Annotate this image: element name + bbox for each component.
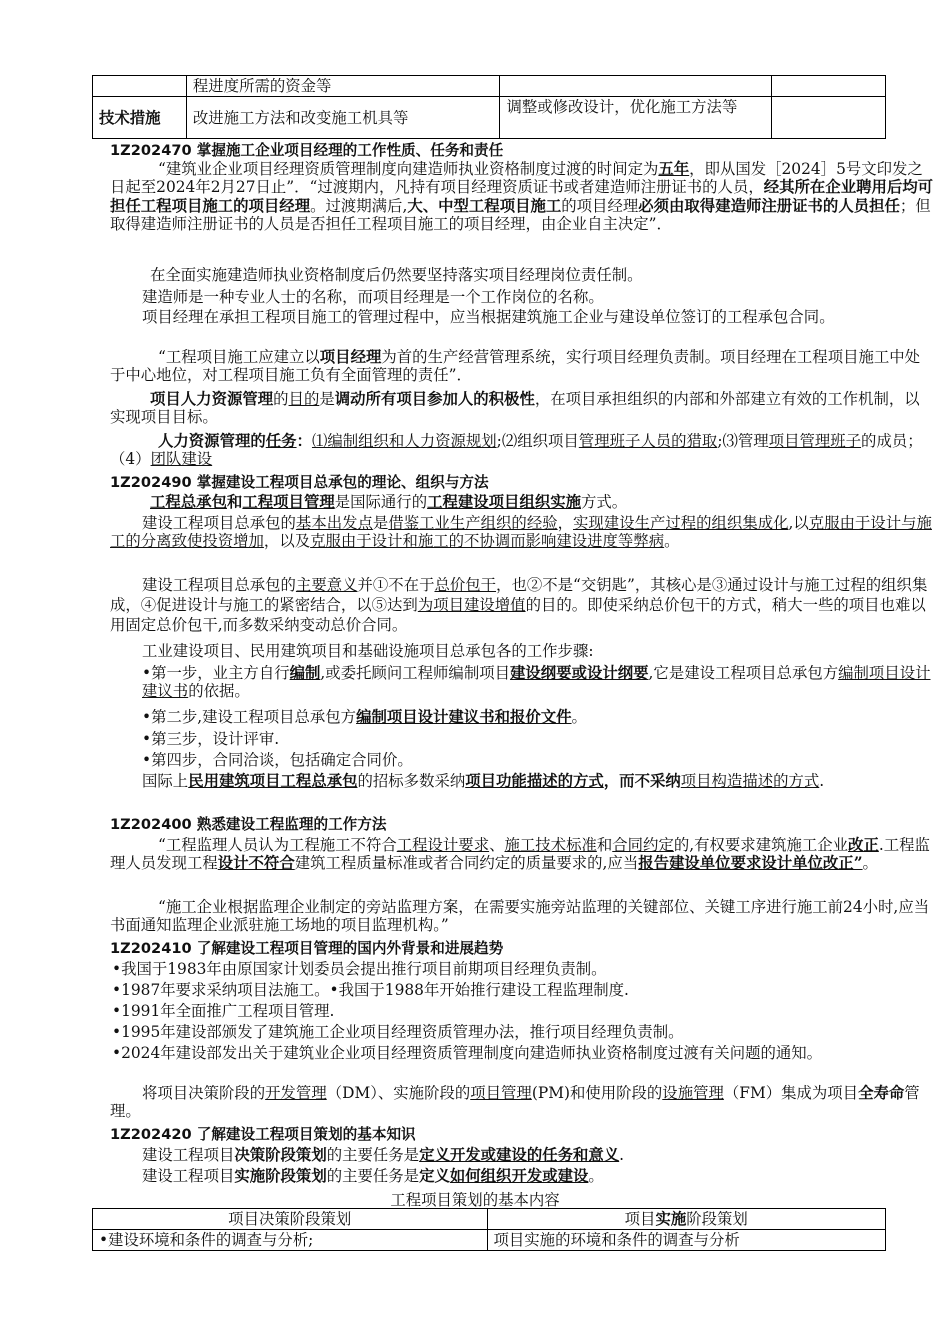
list-item: •2024年建设部发出关于建筑业企业项目经理资质管理制度向建造师执业资格制度过渡有关问题的通知。	[112, 1044, 823, 1062]
list-item: •我国于1983年由原国家计划委员会提出推行项目前期项目经理负责制。	[112, 960, 607, 978]
paragraph: 项目经理在承担工程项目施工的管理过程中，应当根据建筑施工企业与建设单位签订的工程承包合同。	[142, 308, 835, 326]
paragraph: 建设工程项目实施阶段策划的主要任务是定义如何组织开发或建设。	[142, 1167, 604, 1185]
list-item: •1991年全面推广工程项目管理.	[112, 1002, 335, 1020]
list-item: •第二步,建设工程项目总承包方编制项目设计建议书和报价文件。	[142, 708, 587, 726]
section-heading: 1Z202490 掌握建设工程项目总承包的理论、组织与方法	[110, 474, 489, 491]
paragraph: 在全面实施建造师执业资格制度后仍然要坚持落实项目经理岗位责任制。	[150, 266, 643, 284]
paragraph: 建设工程项目决策阶段策划的主要任务是定义开发或建设的任务和意义.	[142, 1146, 625, 1164]
section-heading: 1Z202420 了解建设工程项目策划的基本知识	[110, 1126, 416, 1143]
paragraph: “工程项目施工应建立以项目经理为首的生产经营管理系统，实行项目经理负责制。项目经理在工程项目施工中处于中心地位，对工程项目施工负有全面管理的责任”．	[110, 348, 921, 385]
paragraph: 将项目决策阶段的开发管理（DM）、实施阶段的项目管理(PM)和使用阶段的设施管理（FM）集成为项目全寿命管理。	[110, 1084, 920, 1121]
section-heading: 1Z202470 掌握施工企业项目经理的工作性质、任务和责任	[110, 142, 504, 159]
table-header-row	[93, 1209, 886, 1230]
paragraph: “施工企业根据监理企业制定的旁站监理方案，在需要实施旁站监理的关键部位、关键工序进行施工前24小时,应当书面通知监理企业派驻施工场地的项目监理机构。”	[110, 898, 930, 935]
table-cell: 调整或修改设计，优化施工方法等	[500, 97, 772, 139]
paragraph: 建设工程项目总承包的主要意义并①不在于总价包干，也②不是“交钥匙”，其核心是③通过设计与施工过程的组织集成，④促进设计与施工的紧密结合，以⑤达到为项目建设增值的目的。即使采纳总价包干的方式，稍大一些的项目也难以用固定总价包干,而多数采纳变动总价合同。	[110, 576, 928, 634]
paragraph: “建筑业企业项目经理资质管理制度向建造师执业资格制度过渡的时间定为五年，即从国发［2024］5号文印发之日起至2024年2月27日止”．“过渡期内，凡持有项目经理资质证书或者建造师注册证书的人员，经其所在企业聘用后均可担任工程项目施工的项目经理。过渡期满后,大、中型工程项目施工的项目经理必须由取得建造师注册证书的人员担任；但取得建造师注册证书的人员是否担任工程项目施工的项目经理，由企业自主决定”．	[110, 160, 934, 233]
table-row	[93, 76, 886, 97]
table-cell: 程进度所需的资金等	[186, 76, 500, 97]
table-cell-header: 技术措施	[93, 97, 187, 139]
top-measures-table	[92, 75, 886, 139]
paragraph: 项目人力资源管理的目的是调动所有项目参加人的积极性，在项目承担组织的内部和外部建立有效的工作机制，以实现项目目标。	[110, 390, 920, 427]
list-item: •第一步，业主方自行编制,或委托顾问工程师编制项目建设纲要或设计纲要,它是建设工程项目总承包方编制项目设计建议书的依据。	[142, 664, 931, 701]
table-row	[93, 97, 886, 139]
table-cell: 改进施工方法和改变施工机具等	[186, 97, 500, 139]
paragraph: 工程总承包和工程项目管理是国际通行的工程建设项目组织实施方式。	[150, 493, 628, 511]
paragraph: 建造师是一种专业人士的名称，而项目经理是一个工作岗位的名称。	[142, 288, 604, 306]
table-row	[93, 1230, 886, 1251]
list-item: •1995年建设部颁发了建筑施工企业项目经理资质管理办法，推行项目经理负责制。	[112, 1023, 684, 1041]
table-caption: 工程项目策划的基本内容	[390, 1191, 560, 1209]
paragraph: 工业建设项目、民用建筑项目和基础设施项目总承包各的工作步骤:	[142, 642, 594, 660]
table-cell: •建设环境和条件的调查与分析;	[93, 1230, 488, 1251]
paragraph: 人力资源管理的任务：⑴编制组织和人力资源规划;⑵组织项目管理班子人员的猎取;⑶管理项目管理班子的成员；（4）团队建设	[110, 432, 923, 469]
planning-content-table	[92, 1208, 886, 1251]
paragraph: “工程监理人员认为工程施工不符合工程设计要求、施工技术标准和合同约定的,有权要求建筑施工企业改正.工程监理人员发现工程设计不符合建筑工程质量标准或者合同约定的质量要求的,应当报告建设单位要求设计单位改正”。	[110, 836, 930, 873]
table-cell: 项目实施的环境和条件的调查与分析	[487, 1230, 886, 1251]
paragraph: 建设工程项目总承包的基本出发点是借鉴工业生产组织的经验，实现建设生产过程的组织集成化,以克服由于设计与施工的分离致使投资增加，以及克服由于设计和施工的不协调而影响建设进度等弊病。	[110, 514, 932, 551]
table-header-cell: 项目实施阶段策划	[487, 1209, 886, 1230]
section-heading: 1Z202410 了解建设工程项目管理的国内外背景和进展趋势	[110, 940, 504, 957]
list-item: •第四步，合同洽谈，包括确定合同价。	[142, 751, 413, 769]
list-item: •第三步，设计评审.	[142, 730, 280, 748]
paragraph: 国际上民用建筑项目工程总承包的招标多数采纳项目功能描述的方式，而不采纳项目构造描述的方式.	[142, 772, 825, 790]
section-heading: 1Z202400 熟悉建设工程监理的工作方法	[110, 816, 387, 833]
table-header-cell: 项目决策阶段策划	[93, 1209, 488, 1230]
list-item: •1987年要求采纳项目法施工。•我国于1988年开始推行建设工程监理制度.	[112, 981, 629, 999]
